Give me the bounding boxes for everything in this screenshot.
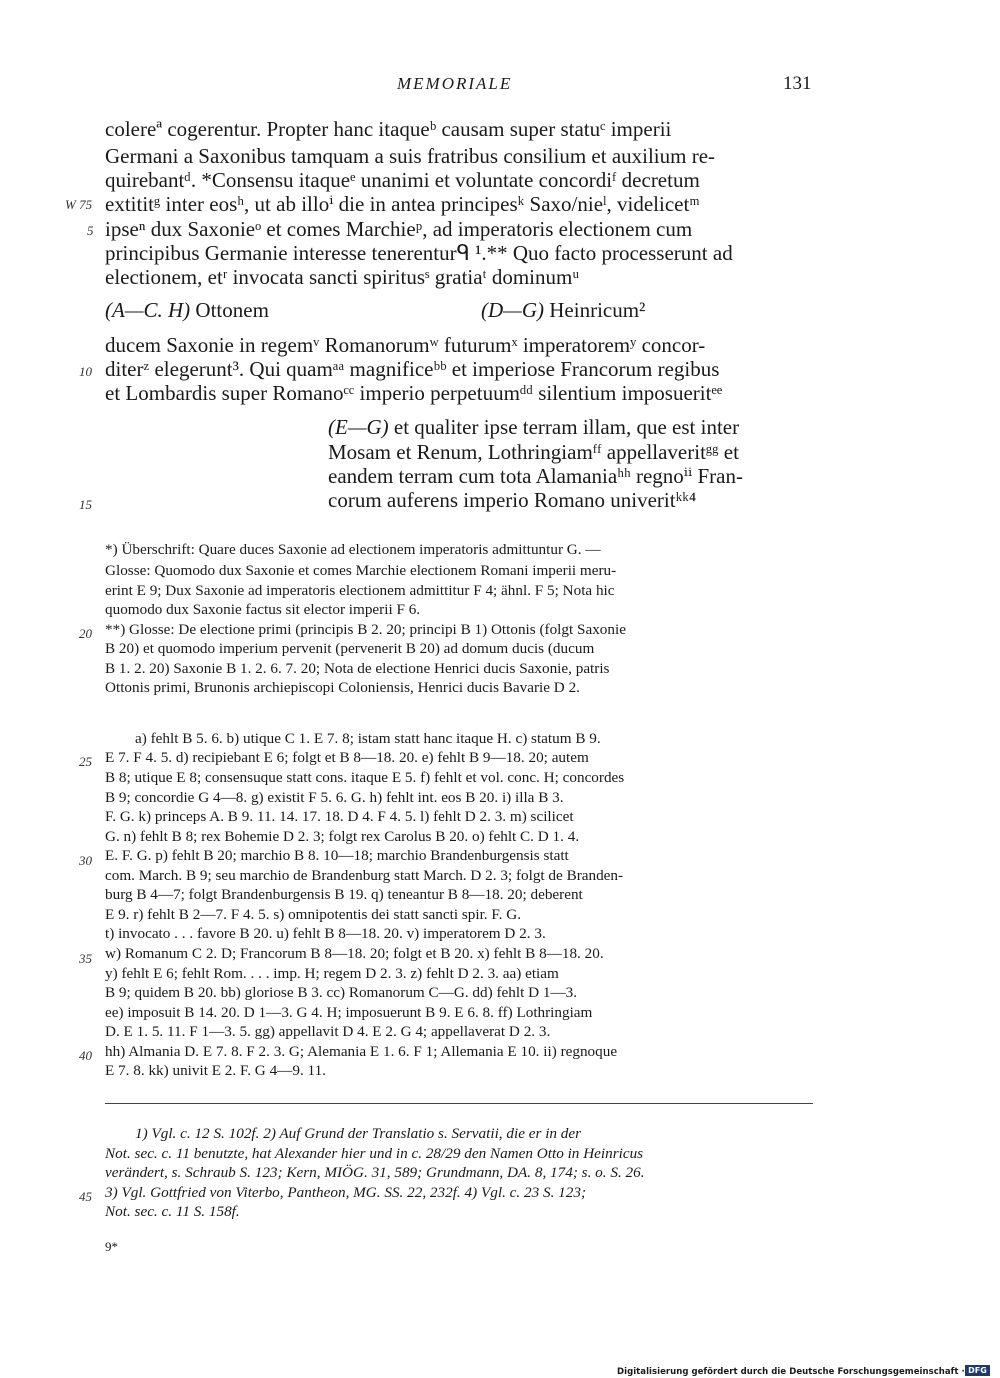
line-number: 10 xyxy=(79,364,92,379)
page-number: 131 xyxy=(783,73,812,94)
dfg-logo: DFG xyxy=(965,1365,990,1376)
apparatus-line: t) invocato . . . favore B 20. u) fehlt B 8—18. 20. v) imperatorem D 2. 3. xyxy=(105,925,546,942)
apparatus-line: D. E 1. 5. 11. F 1—3. 5. gg) appellavit D 4. E 2. G 4; appellaverat D 2. 3. xyxy=(105,1023,551,1040)
variant-left-sigla: (A—C. H) xyxy=(105,298,191,322)
variant-left-text: Ottonem xyxy=(195,298,269,322)
indented-text: et qualiter ipse terram illam, que est inter xyxy=(393,415,740,439)
signature-mark: 9* xyxy=(105,1239,118,1254)
line-number: 15 xyxy=(79,497,92,512)
indented-line xyxy=(328,417,739,438)
apparatus-line: B 9; concordie G 4—8. g) existit F 5. 6. G. h) fehlt int. eos B 20. i) illa B 3. xyxy=(105,789,564,806)
text-line: ducem Saxonie in regemᵛ Romanorumʷ futurumˣ imperatoremʸ concor- xyxy=(105,333,706,357)
indented-line: Mosam et Renum, Lothringiamᶠᶠ appellaveritᵍᵍ et xyxy=(328,440,739,464)
apparatus-line: y) fehlt E 6; fehlt Rom. . . . imp. H; regem D 2. 3. z) fehlt D 2. 3. aa) etiam xyxy=(105,965,559,982)
apparatus-line: G. n) fehlt B 8; rex Bohemie D 2. 3; folgt rex Carolus B 20. o) fehlt C. D 1. 4. xyxy=(105,828,580,845)
variant-right-text: Heinricum² xyxy=(549,298,646,322)
apparatus-line: ee) imposuit B 14. 20. D 1—3. G 4. H; imposuerunt B 9. E 6. 8. ff) Lothringiam xyxy=(105,1004,593,1021)
variant-right-sigla: (D—G) xyxy=(481,298,544,322)
apparatus-line: E. F. G. p) fehlt B 20; marchio B 8. 10—18; marchio Brandenburgensis statt xyxy=(105,847,569,864)
note-line: verändert, s. Schraub S. 123; Kern, MIÖG. 31, 589; Grundmann, DA. 8, 174; s. o. S. 26. xyxy=(105,1164,645,1181)
apparatus-line: com. March. B 9; seu marchio de Brandenburg statt March. D 2. 3; folgt de Branden- xyxy=(105,867,624,884)
apparatus-line: w) Romanum C 2. D; Francorum B 8—18. 20; folgt et B 20. x) fehlt B 8—18. 20. xyxy=(105,945,604,962)
line-number: 35 xyxy=(79,951,92,966)
separator-rule xyxy=(105,1103,813,1104)
indented-line: eandem terram cum tota Alamaniaʰʰ regnoⁱⁱ Fran- xyxy=(328,464,743,488)
note-line: Not. sec. c. 11 S. 158f. xyxy=(105,1203,240,1220)
digitization-credit: Digitalisierung gefördert durch die Deutsche Forschungsgemeinschaft · xyxy=(617,1367,965,1377)
note-line: 3) Vgl. Gottfried von Viterbo, Pantheon, MG. SS. 22, 232f. 4) Vgl. c. 23 S. 123; xyxy=(105,1184,587,1201)
line-number: 30 xyxy=(79,853,92,868)
indented-sigla: (E—G) xyxy=(328,415,389,439)
text-line: extititᵍ inter eosʰ, ut ab illoⁱ die in antea principesᵏ Saxo/nieˡ, videlicetᵐ xyxy=(105,192,700,216)
running-title: MEMORIALE xyxy=(397,74,513,93)
line-number: 5 xyxy=(87,223,94,238)
apparatus-line: a) fehlt B 5. 6. b) utique C 1. E 7. 8; istam statt hanc itaque H. c) statum B 9. xyxy=(135,730,601,747)
footnote-line: Ottonis primi, Brunonis archiepiscopi Coloniensis, Henrici ducis Bavarie D 2. xyxy=(105,679,580,696)
text-line: quirebantᵈ. *Consensu itaqueᵉ unanimi et voluntate concordiᶠ decretum xyxy=(105,168,700,192)
line-number: 45 xyxy=(79,1189,92,1204)
footnote-line: erint E 9; Dux Saxonie ad imperatoris electionem admittitur F 4; ähnl. F 5; Nota hic xyxy=(105,582,615,599)
footnote-line: **) Glosse: De electione primi (principis B 2. 20; principi B 1) Ottonis (folgt Saxonie xyxy=(105,621,626,638)
indented-line: corum auferens imperio Romano univeritᵏᵏ⁴ xyxy=(328,488,697,512)
text-line: electionem, etʳ invocata sancti spiritusˢ gratiaᵗ dominumᵘ xyxy=(105,265,580,289)
note-line: 1) Vgl. c. 12 S. 102f. 2) Auf Grund der Translatio s. Servatii, die er in der xyxy=(135,1125,582,1142)
apparatus-line: E 7. 8. kk) univit E 2. F. G 4—9. 11. xyxy=(105,1062,326,1079)
line-number: 20 xyxy=(79,626,92,641)
footnote-line: B 1. 2. 20) Saxonie B 1. 2. 6. 7. 20; Nota de electione Henrici ducis Saxonie, patris xyxy=(105,660,610,677)
apparatus-line: E 9. r) fehlt B 2—7. F 4. 5. s) omnipotentis dei statt sancti spir. F. G. xyxy=(105,906,521,923)
text-line: diterᶻ elegerunt³. Qui quamᵃᵃ magnificeᵇᵇ et imperiose Francorum regibus xyxy=(105,357,720,381)
footnote-line: *) Überschrift: Quare duces Saxonie ad electionem imperatoris admittuntur G. — xyxy=(105,541,601,558)
apparatus-line: B 8; utique E 8; consensuque statt cons. itaque E 5. f) fehlt et vol. conc. H; concordes xyxy=(105,769,625,786)
text-line: Germani a Saxonibus tamquam a suis fratribus consilium et auxilium re- xyxy=(105,144,716,168)
variant-left xyxy=(105,300,269,321)
text-line: ipseⁿ dux Saxonieᵒ et comes Marchieᵖ, ad imperatoris electionem cum xyxy=(105,217,693,241)
line-number: W 75 xyxy=(65,197,93,212)
line-number: 40 xyxy=(79,1048,92,1063)
apparatus-line: hh) Almania D. E 7. 8. F 2. 3. G; Alemania E 1. 6. F 1; Allemania E 10. ii) regnoque xyxy=(105,1043,618,1060)
footnote-line: quomodo dux Saxonie factus sit elector imperii F 6. xyxy=(105,601,421,618)
text-line: colereª cogerentur. Propter hanc itaqueᵇ causam super statuᶜ imperii xyxy=(105,117,672,141)
footnote-line: Glosse: Quomodo dux Saxonie et comes Marchie electionem Romani imperii meru- xyxy=(105,562,617,579)
text-line: principibus Germanie interesse tenerenturᑫ ¹.** Quo facto processerunt ad xyxy=(105,241,733,265)
apparatus-line: F. G. k) princeps A. B 9. 11. 14. 17. 18. D 4. F 4. 5. l) fehlt D 2. 3. m) scilicet xyxy=(105,808,574,825)
apparatus-line: burg B 4—7; folgt Brandenburgensis B 19. q) teneantur B 8—18. 20; deberent xyxy=(105,886,583,903)
apparatus-line: B 9; quidem B 20. bb) gloriose B 3. cc) Romanorum C—G. dd) fehlt D 1—3. xyxy=(105,984,578,1001)
text-line: et Lombardis super Romanoᶜᶜ imperio perpetuumᵈᵈ silentium imposueritᵉᵉ xyxy=(105,381,723,405)
apparatus-line: E 7. F 4. 5. d) recipiebant E 6; folgt et B 8—18. 20. e) fehlt B 9—18. 20; autem xyxy=(105,749,589,766)
line-number: 25 xyxy=(79,754,92,769)
variant-right xyxy=(481,300,645,321)
footnote-line: B 20) et quomodo imperium pervenit (pervenerit B 20) ad domum ducis (ducum xyxy=(105,640,595,657)
note-line: Not. sec. c. 11 benutzte, hat Alexander hier und in c. 28/29 den Namen Otto in Heinricus xyxy=(105,1145,644,1162)
